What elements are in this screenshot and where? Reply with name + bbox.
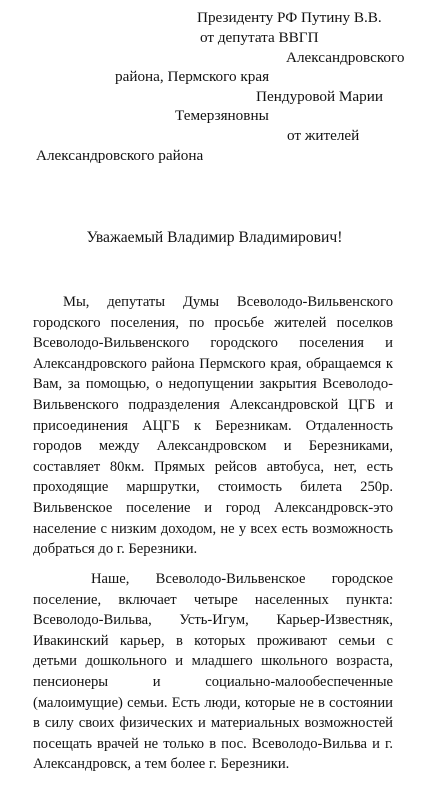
addressee-line: от жителей	[287, 127, 360, 144]
addressee-line: Темерзяновны	[175, 107, 269, 124]
addressee-line: Александровского района	[36, 147, 204, 164]
addressee-line: от депутата ВВГП	[200, 29, 319, 46]
addressee-line: Президенту РФ Путину В.В.	[197, 9, 382, 26]
body-paragraph: Наше, Всеволодо-Вильвенское городское поселение, включает четыре населенных пункта: Всеволодо-Вильва, Усть-Игум, Карьер-Известняк, Ивакинский карьер, в которых проживают семьи с детьми дошкольного и младшего школьного возраста, пенсионеры и социально-малообеспеченные (малоимущие) семьи. Есть люди, которые не в состоянии в силу своих физических и материальных возможностей посещать врачей не только в пос. Всеволодо-Вильва и г. Александровск, а тем более г. Березники.	[33, 571, 393, 773]
addressee-line: Пендуровой Марии	[256, 88, 384, 105]
body-paragraph: Мы, депутаты Думы Всеволодо-Вильвенского городского поселения, по просьбе жителей поселков Всеволодо-Вильвенского городского поселения и Александровского района Пермского края, обращаемся к Вам, за помощью, о недопущении закрытия Всеволодо-Вильвенского подразделения Александровской ЦГБ и присоединения АЦГБ к Березникам. Отдаленность городов между Александровском и Березниками, составляет 80км. Прямых рейсов автобуса, нет, есть проходящие маршрутки, стоимость билета 250р. Вильвенское поселение и город Александровск-это население с низким доходом, не у всех есть возможность добраться до г. Березники.	[33, 294, 393, 558]
salutation: Уважаемый Владимир Владимирович!	[86, 229, 343, 246]
addressee-line: района, Пермского края	[115, 68, 270, 85]
addressee-line: Александровского	[286, 49, 405, 66]
